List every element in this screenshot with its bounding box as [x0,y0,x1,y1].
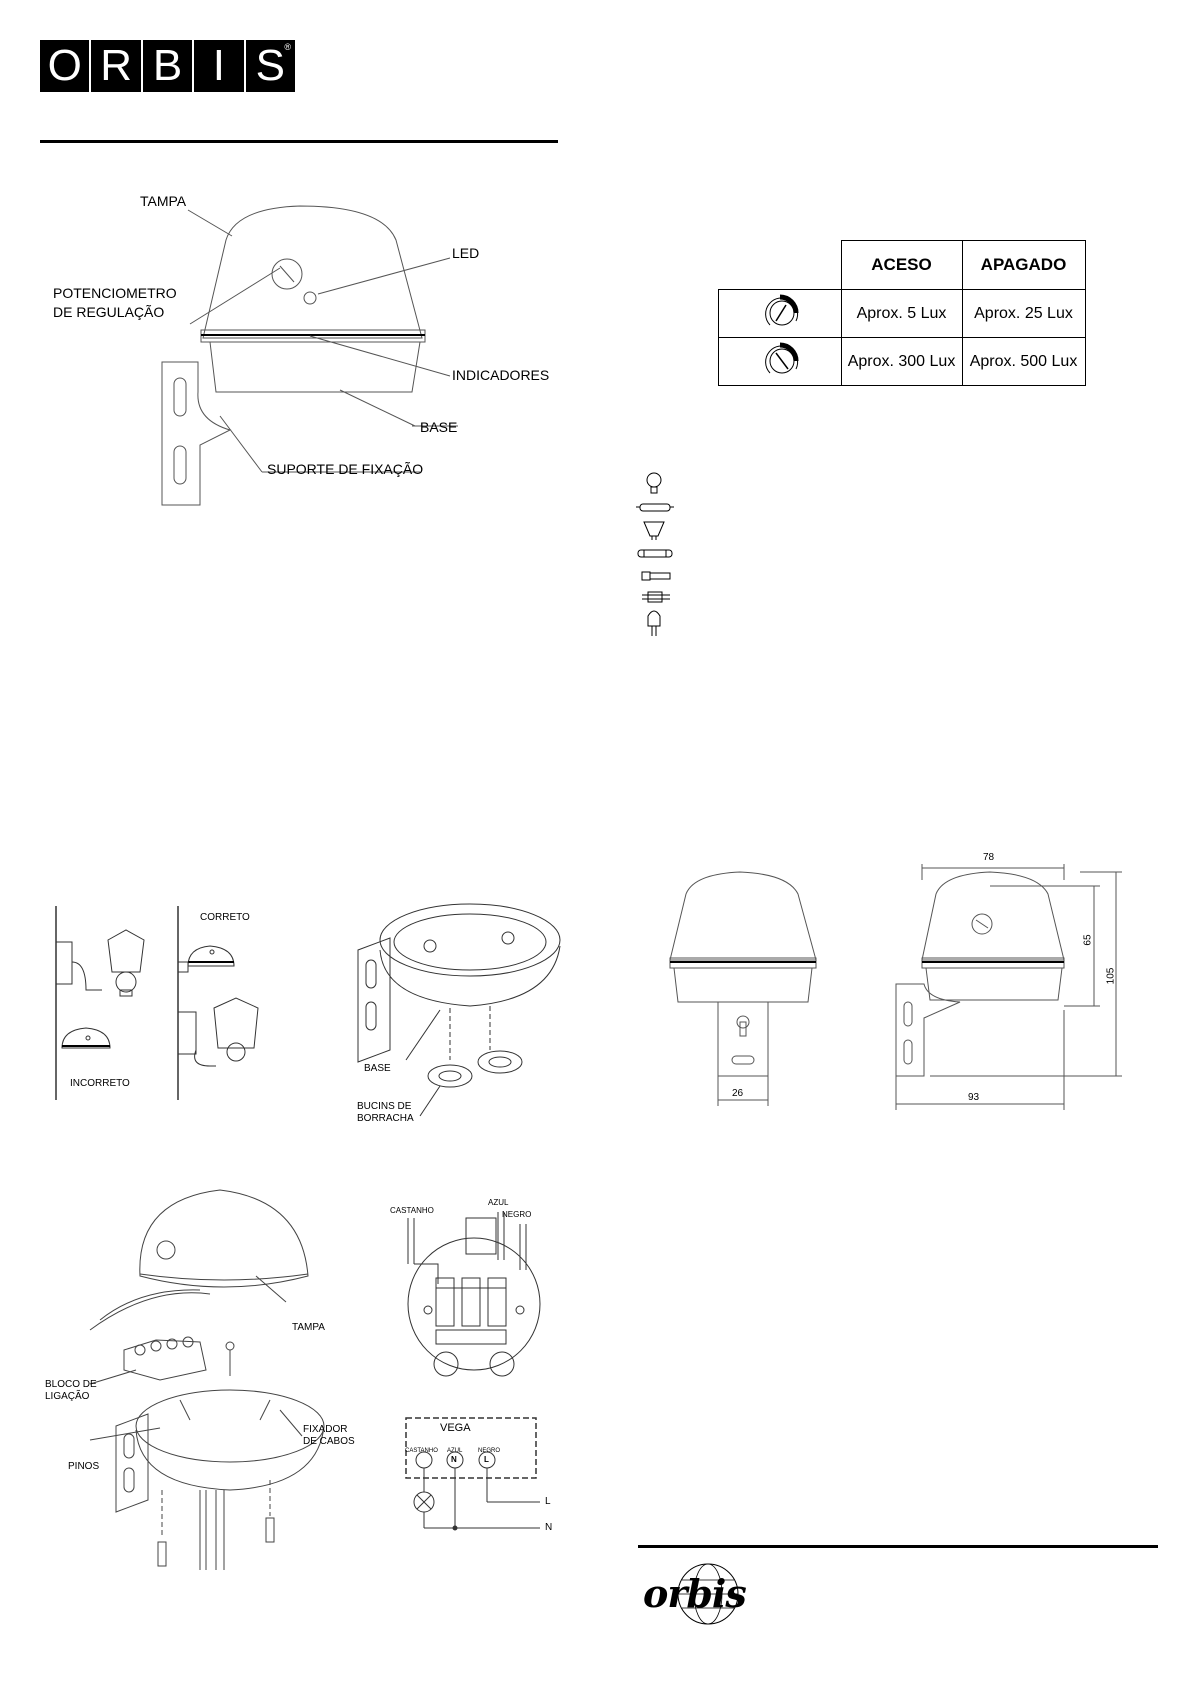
header-aceso: ACESO [841,241,962,290]
label-potenciometro-1: POTENCIOMETRO [53,285,177,301]
base-glands-diagram [340,890,570,1130]
label-suporte: SUPORTE DE FIXAÇÃO [267,461,424,477]
cell-apagado: Aprox. 25 Lux [962,290,1085,338]
logo-letter: R [91,40,142,92]
terminal-n-symbol: N [451,1455,457,1464]
dim-height-body: 65 [1082,934,1094,946]
bracket-outline [162,362,230,505]
dim-depth: 93 [968,1092,980,1103]
device-diagram [0,0,600,520]
dial-max-icon [719,338,842,386]
cell-apagado: Aprox. 500 Lux [962,338,1085,386]
label-pinos: PINOS [68,1461,100,1472]
label-bloco-1: BLOCO DE [45,1379,97,1390]
registered-mark: ® [284,42,292,52]
lux-table [718,240,1086,386]
terminal-azul: AZUL [447,1448,463,1454]
dim-bracket: 26 [732,1088,744,1099]
dimension-drawings [660,850,1140,1120]
wire-negro: NEGRO [502,1210,532,1219]
table-row [719,290,1086,338]
label-base: BASE [420,419,458,435]
logo-letter: I [194,40,245,92]
dial-min-icon [719,290,842,338]
terminal-negro: NEGRO [478,1448,501,1454]
label-led: LED [452,245,480,261]
label-base-gland: BASE [364,1063,391,1074]
lamp-icons [630,470,680,645]
cell-aceso: Aprox. 300 Lux [841,338,962,386]
wire-azul: AZUL [488,1198,509,1207]
schematic-title: VEGA [440,1422,471,1434]
cell-aceso: Aprox. 5 Lux [841,290,962,338]
label-correto: CORRETO [200,912,250,923]
header-apagado: APAGADO [962,241,1085,290]
cfl-plug-icon [642,592,670,602]
label-fixador-2: DE CABOS [303,1436,355,1447]
wire-castanho: CASTANHO [390,1206,434,1215]
dim-height-total: 105 [1105,967,1117,985]
label-indicadores: INDICADORES [452,367,550,383]
compact-fluorescent-icon [642,572,670,580]
led-lamp-icon [648,611,660,636]
label-incorreto: INCORRETO [70,1078,130,1089]
terminal-l-symbol: L [484,1455,489,1464]
logo-letter: O [40,40,91,92]
label-tampa-assembly: TAMPA [292,1322,325,1333]
table-corner [719,241,842,290]
footer-rule [638,1545,1158,1548]
fluorescent-tube-icon [638,550,672,557]
line-n: N [545,1522,553,1533]
base-outline [210,342,420,392]
led-dot [304,292,316,304]
label-bucins-2: BORRACHA [357,1113,414,1124]
logo-letter: B [143,40,194,92]
label-bloco-2: LIGAÇÃO [45,1391,90,1402]
label-bucins-1: BUCINS DE [357,1101,412,1112]
label-tampa: TAMPA [140,193,187,209]
logo-letter-s: S [255,41,285,90]
label-potenciometro-2: DE REGULAÇÃO [53,304,165,320]
terminal-castanho: CASTANHO [405,1448,438,1454]
table-row [719,338,1086,386]
dim-width: 78 [983,852,995,863]
label-fixador-1: FIXADOR [303,1424,348,1435]
footer-logo-text: orbis [643,1571,746,1616]
line-l: L [545,1496,551,1507]
assembly-diagram [40,1170,360,1570]
halogen-reflector-icon [644,522,664,540]
cover-outline [203,206,422,338]
incandescent-bulb-icon [647,473,661,493]
tubular-lamp-icon [636,504,674,511]
